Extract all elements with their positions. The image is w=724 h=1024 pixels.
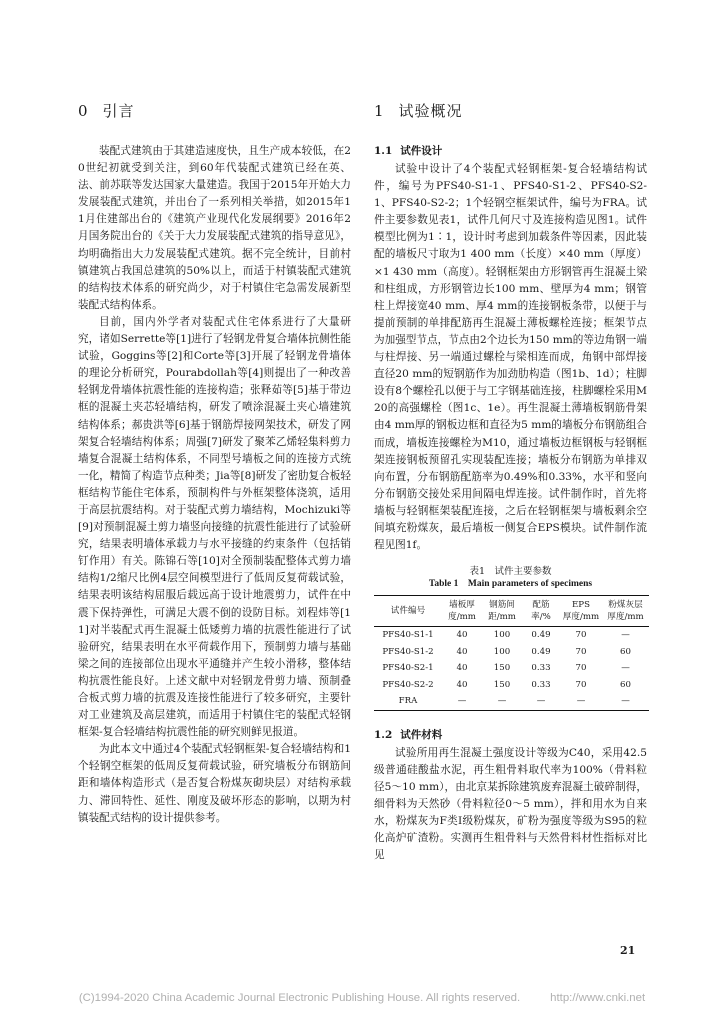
table-cell: — <box>621 696 630 707</box>
section-title: 试验概况 <box>398 102 463 120</box>
table-header-cell: 墙板厚 度/mm <box>448 600 476 623</box>
table-cell: PFS40-S2-2 <box>382 679 434 690</box>
table-caption-cn: 表1 试件主要参数 <box>469 566 552 578</box>
table-cell: 60 <box>620 646 631 657</box>
subsection-number: 1.2 <box>374 728 393 741</box>
footer-url: http://www.cnki.net <box>550 992 646 1004</box>
table-cell: 70 <box>575 646 587 657</box>
specimen-parameters-table <box>374 595 649 711</box>
table-row <box>374 660 649 677</box>
table-cell: PFS40-S2-1 <box>382 663 434 674</box>
section-title: 引言 <box>102 102 135 120</box>
table-cell: 100 <box>493 646 511 657</box>
table-cell: PFS40-S1-1 <box>382 630 434 641</box>
table-cell: — <box>621 663 630 674</box>
table-caption <box>374 565 647 591</box>
table-cell: 0.49 <box>531 630 551 641</box>
table-cell: FRA <box>398 696 418 707</box>
copyright-text: (C)1994-2020 China Academic Journal Electronic Publishing House. All rights reserved. <box>78 992 521 1004</box>
table-cell: 100 <box>493 630 511 641</box>
table-cell: 150 <box>493 679 511 690</box>
table-cell: 40 <box>456 679 468 690</box>
table-header-cell: 配筋 率/% <box>531 600 551 623</box>
table-cell: — <box>576 696 586 707</box>
section-heading-intro <box>78 100 351 121</box>
table-cell: 0.33 <box>531 663 551 674</box>
table-header-cell: 钢筋间 距/mm <box>488 600 516 623</box>
subsection-heading-materials <box>374 727 647 744</box>
section-number: 1 <box>374 102 385 120</box>
table-header-cell: EPS 厚度/mm <box>562 600 600 623</box>
table-cell: PFS40-S1-2 <box>382 646 434 657</box>
table-cell: 150 <box>493 663 511 674</box>
table-header-cell: 粉煤灰层 厚度/mm <box>607 600 644 623</box>
left-column <box>78 100 351 827</box>
table-cell: 40 <box>456 646 468 657</box>
subsection-heading-design <box>374 143 647 160</box>
materials-paragraph: 试验所用再生混凝土强度设计等级为C40，采用42.5级普通硅酸盐水泥，再生粗骨料取代率为100%（骨料粒径5～10 mm），由北京某拆除建筑废弃混凝土破碎制得，细骨料为天然砂（骨料粒径0～5 mm），拌和用水为自来水，粉煤灰为F类Ⅰ级粉煤灰，矿粉为强度等级为S95的粒化高炉矿渣粉。实测再生粗骨料与天然骨料材性指标对比见 <box>374 746 647 862</box>
table-cell: 0.49 <box>531 646 551 657</box>
table-cell: 0.33 <box>531 679 551 690</box>
intro-paragraph-2: 目前，国内外学者对装配式住宅体系进行了大量研究，诸如Serrette等[1]进行了轻钢龙骨复合墙体抗侧性能试验，Goggins等[2]和Corte等[3]开展了轻钢龙骨墙体的理论分析研究，Pourabdollah等[4]则提出了一种改善轻钢龙骨墙体抗震性能的连接构造；张释茹等[5]基于带边框的混凝土夹芯轻墙结构，研发了喷涂混凝土夹心墙建筑结构体系；郝贵洪等[6]基于钢筋焊接网架技术，研发了网架复合轻墙结构体系；周强[7]研发了聚苯乙烯轻集料剪力墙复合混凝土结构体系，不同型号墙板之间的连接方式统一化，精简了构造节点种类；Jia等[8]研发了密肋复合板轻框结构节能住宅体系，预制构件与外框架整体浇筑，适用于高层抗震结构。对于装配式剪力墙结构，Mochizuki等[9]对预制混凝土剪力墙竖向接缝的抗震性能进行了试验研究，结果表明墙体承载力与水平接缝的约束条件（包括销钉作用）有关。陈锦石等[10]对全预制装配整体式剪力墙结构1/2缩尺比例4层空间模型进行了低周反复荷载试验，结果表明该结构屈服后载远高于设计地震剪力，试件在中震下保持弹性，可满足大震不倒的设防目标。刘程炜等[11]对半装配式再生混凝土低矮剪力墙的抗震性能进行了试验研究，结果表明在水平荷载作用下，预制剪力墙与基础梁之间的连接部位出现水平通缝并产生较小滑移，整体结构抗震性能良好。上述文献中对轻钢龙骨剪力墙、预制叠合板式剪力墙的抗震及连接性能进行了较多研究，主要针对工业建筑及高层建筑，而适用于村镇住宅的装配式轻钢框架-复合轻墙结构抗震性能的研究则鲜见报道。 <box>78 315 351 739</box>
section-heading-overview <box>374 100 647 121</box>
table-cell: — <box>457 696 467 707</box>
table-cell: 60 <box>620 679 631 690</box>
table-cell: 70 <box>575 663 587 674</box>
table-cell: 40 <box>456 663 468 674</box>
table-header-row <box>374 596 649 627</box>
table-cell: 70 <box>575 679 587 690</box>
table-row <box>374 693 649 710</box>
section-number: 0 <box>78 102 89 120</box>
table-cell: — <box>621 630 630 641</box>
right-column <box>374 100 647 864</box>
table-row <box>374 644 649 661</box>
table-cell: 40 <box>456 630 468 641</box>
page-number: 21 <box>620 944 636 957</box>
table-row <box>374 627 649 644</box>
table-cell: — <box>536 696 546 707</box>
subsection-number: 1.1 <box>374 145 393 157</box>
copyright-footer <box>0 992 724 1004</box>
intro-paragraph-1: 装配式建筑由于其建造速度快，且生产成本较低，在20世纪初就受到关注，到60年代装配式建筑已经在英、法、前苏联等发达国家大量建造。我国于2015年开始大力发展装配式建筑，并出台了一系列相关举措，如2015年11月住建部出台的《建筑产业现代化发展纲要》2016年2月国务院出台的《关于大力发展装配式建筑的指导意见》，均明确指出大力发展装配式建筑。据不完全统计，目前村镇建筑占我国总建筑的50%以上，而适于村镇装配式建筑的结构技术体系的研究尚少，对于村镇住宅急需发展新型装配式结构体系。 <box>78 145 351 311</box>
design-paragraph: 试验中设计了4个装配式轻钢框架-复合轻墙结构试件，编号为PFS40-S1-1、PFS40-S1-2、PFS40-S2-1、PFS40-S2-2；1个轻钢空框架试件，编号为FRA。试件主要参数见表1，试件几何尺寸及连接构造见图1。试件模型比例为1∶1，设计时考虑到加载条件等因素，因此装配的墙板尺寸取为1 400 mm（长度）×40 mm（厚度）×1 430 mm（高度）。轻钢框架由方形钢管再生混凝土梁和柱组成，方形钢管边长100 mm、壁厚为4 mm；钢管柱上焊接宽40 mm、厚4 mm的连接钢板条带，以便于与提前预制的单排配筋再生混凝土薄板螺栓连接；框架节点为加强型节点，节点由2个边长为150 mm的等边角钢一端与柱焊接、另一端通过螺栓与梁相连而成，角钢中部焊接直径20 mm的短钢筋作为加劲肋构造（图1b、1d）；柱脚设有8个螺栓孔以便于与工字钢基础连接，柱脚螺栓采用M20的高强螺栓（图1c、1e）。再生混凝土薄墙板钢筋骨架由4 mm厚的钢板边框和直径为5 mm的墙板分布钢筋组合而成，墙板连接螺栓为M10，通过墙板边框钢板与轻钢框架连接钢板预留孔实现装配连接；墙板分布钢筋为单排双向布置，分布钢筋配筋率为0.49%和0.33%，水平和竖向分布钢筋交接处采用间隔电焊连接。试件制作时，首先将墙板与轻钢框架装配连接，之后在轻钢框架与墙板剩余空间填充粉煤灰，最后墙板一侧复合EPS模块。试件制作流程见图1f。 <box>374 163 647 552</box>
table-row <box>374 677 649 694</box>
table-cell: — <box>497 696 507 707</box>
table-cell: 70 <box>575 630 587 641</box>
table-header-cell: 试件编号 <box>390 606 426 617</box>
intro-paragraph-3: 为此本文中通过4个装配式轻钢框架-复合轻墙结构和1个轻钢空框架的低周反复荷载试验，研究墙板分布钢筋间距和墙体构造形式（是否复合粉煤灰砌块层）对结构承载力、滞回特性、延性、刚度及破坏形态的影响，以期为村镇装配式结构的设计提供参考。 <box>78 743 351 824</box>
subsection-title: 试件设计 <box>400 145 443 157</box>
subsection-title: 试件材料 <box>400 728 443 741</box>
table-caption-en: Table 1 Main parameters of specimens <box>428 579 593 590</box>
